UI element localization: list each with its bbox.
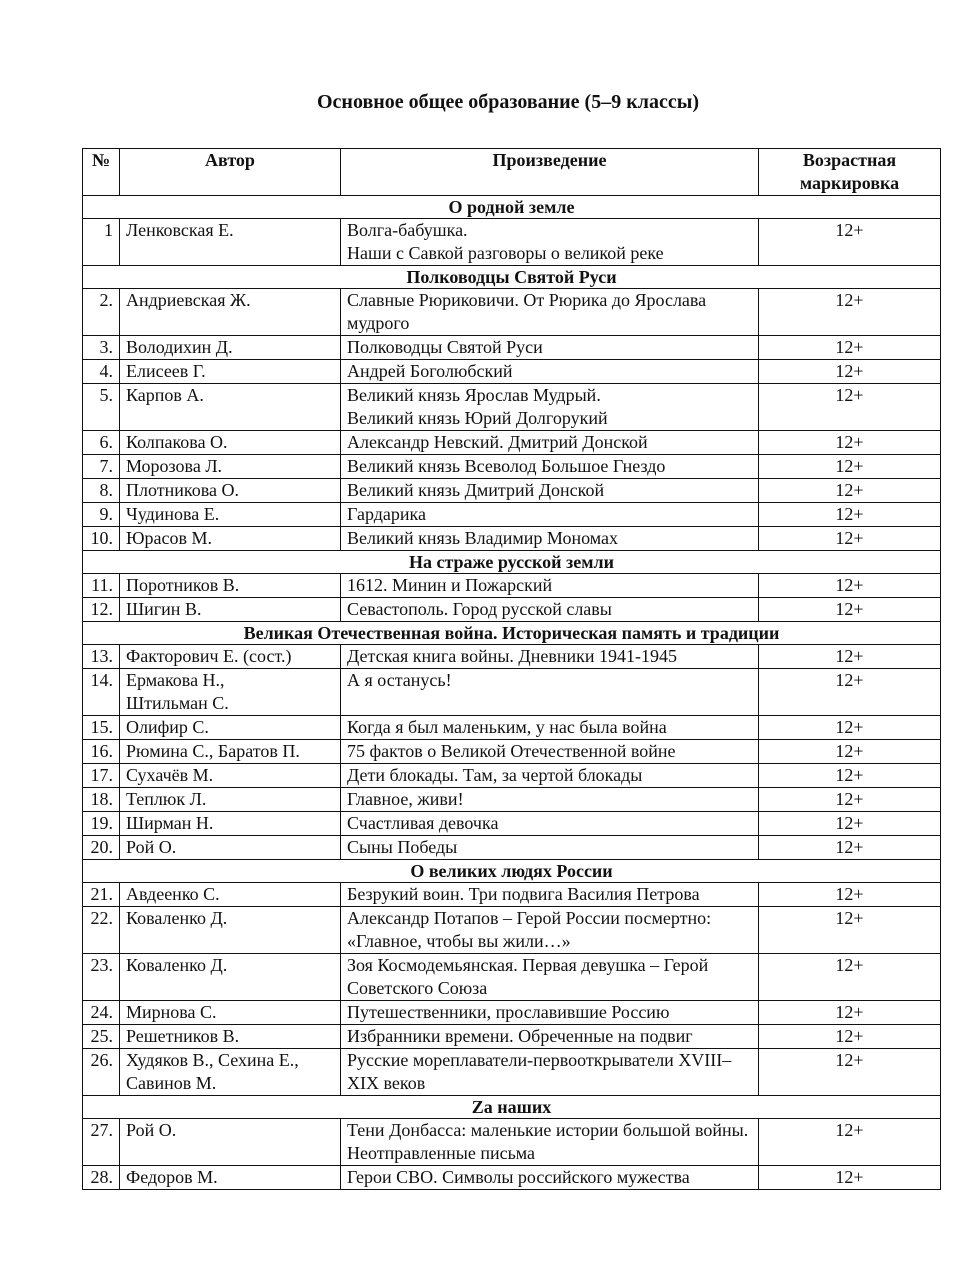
row-age-rating: 12+ xyxy=(759,645,941,669)
table-row xyxy=(83,836,941,860)
section-row xyxy=(83,551,941,574)
row-number: 12. xyxy=(83,598,120,622)
table-row xyxy=(83,812,941,836)
row-age-rating: 12+ xyxy=(759,527,941,551)
row-author: Шигин В. xyxy=(120,598,341,622)
row-number: 17. xyxy=(83,764,120,788)
row-age-rating: 12+ xyxy=(759,479,941,503)
row-author: Юрасов М. xyxy=(120,527,341,551)
table-row xyxy=(83,907,941,954)
row-work: Безрукий воин. Три подвига Василия Петрова xyxy=(341,883,759,907)
row-number: 4. xyxy=(83,360,120,384)
row-work: Зоя Космодемьянская. Первая девушка – Герой Советского Союза xyxy=(341,954,759,1001)
row-work: Когда я был маленьким, у нас была война xyxy=(341,716,759,740)
row-author: Коваленко Д. xyxy=(120,954,341,1001)
row-work: Сыны Победы xyxy=(341,836,759,860)
row-number: 2. xyxy=(83,289,120,336)
row-work: Герои СВО. Символы российского мужества xyxy=(341,1166,759,1190)
row-work: Дети блокады. Там, за чертой блокады xyxy=(341,764,759,788)
row-author: Федоров М. xyxy=(120,1166,341,1190)
row-age-rating: 12+ xyxy=(759,336,941,360)
table-row xyxy=(83,503,941,527)
row-number: 16. xyxy=(83,740,120,764)
table-row xyxy=(83,336,941,360)
header-age: Возрастная маркировка xyxy=(759,149,941,196)
row-age-rating: 12+ xyxy=(759,1119,941,1166)
table-row xyxy=(83,1119,941,1166)
row-number: 28. xyxy=(83,1166,120,1190)
row-age-rating: 12+ xyxy=(759,1025,941,1049)
header-work: Произведение xyxy=(341,149,759,196)
table-row xyxy=(83,574,941,598)
row-age-rating: 12+ xyxy=(759,384,941,431)
row-age-rating: 12+ xyxy=(759,574,941,598)
table-row xyxy=(83,455,941,479)
row-author: Мирнова С. xyxy=(120,1001,341,1025)
row-work: Путешественники, прославившие Россию xyxy=(341,1001,759,1025)
row-author: Рой О. xyxy=(120,1119,341,1166)
row-number: 25. xyxy=(83,1025,120,1049)
row-author: Морозова Л. xyxy=(120,455,341,479)
row-work: 1612. Минин и Пожарский xyxy=(341,574,759,598)
row-work: 75 фактов о Великой Отечественной войне xyxy=(341,740,759,764)
row-work: Александр Невский. Дмитрий Донской xyxy=(341,431,759,455)
row-work: Севастополь. Город русской славы xyxy=(341,598,759,622)
row-age-rating: 12+ xyxy=(759,455,941,479)
row-number: 20. xyxy=(83,836,120,860)
row-age-rating: 12+ xyxy=(759,360,941,384)
table-row xyxy=(83,598,941,622)
row-number: 3. xyxy=(83,336,120,360)
row-age-rating: 12+ xyxy=(759,907,941,954)
row-work: Великий князь Дмитрий Донской xyxy=(341,479,759,503)
row-number: 1 xyxy=(83,219,120,266)
table-row xyxy=(83,479,941,503)
row-age-rating: 12+ xyxy=(759,716,941,740)
table-row xyxy=(83,954,941,1001)
section-title: О великих людях России xyxy=(83,860,941,883)
row-age-rating: 12+ xyxy=(759,598,941,622)
row-age-rating: 12+ xyxy=(759,289,941,336)
row-age-rating: 12+ xyxy=(759,219,941,266)
row-number: 19. xyxy=(83,812,120,836)
row-work: Андрей Боголюбский xyxy=(341,360,759,384)
row-age-rating: 12+ xyxy=(759,836,941,860)
row-age-rating: 12+ xyxy=(759,1049,941,1096)
table-row xyxy=(83,289,941,336)
table-row xyxy=(83,431,941,455)
row-work: Великий князь Ярослав Мудрый. Великий князь Юрий Долгорукий xyxy=(341,384,759,431)
row-number: 8. xyxy=(83,479,120,503)
section-row xyxy=(83,266,941,289)
row-number: 22. xyxy=(83,907,120,954)
table-row xyxy=(83,788,941,812)
row-author: Худяков В., Сехина Е., Савинов М. xyxy=(120,1049,341,1096)
row-work: Гардарика xyxy=(341,503,759,527)
row-author: Факторович Е. (сост.) xyxy=(120,645,341,669)
row-number: 26. xyxy=(83,1049,120,1096)
table-row xyxy=(83,219,941,266)
row-number: 18. xyxy=(83,788,120,812)
header-num: № xyxy=(83,149,120,196)
section-title: На страже русской земли xyxy=(83,551,941,574)
row-number: 15. xyxy=(83,716,120,740)
row-number: 7. xyxy=(83,455,120,479)
page-title: Основное общее образование (5–9 классы) xyxy=(316,91,699,113)
row-work: Русские мореплаватели-первооткрыватели XVIII–XIX веков xyxy=(341,1049,759,1096)
row-number: 13. xyxy=(83,645,120,669)
row-author: Теплюк Л. xyxy=(120,788,341,812)
row-number: 21. xyxy=(83,883,120,907)
row-age-rating: 12+ xyxy=(759,503,941,527)
table-row xyxy=(83,645,941,669)
row-author: Ширман Н. xyxy=(120,812,341,836)
table-row xyxy=(83,740,941,764)
row-age-rating: 12+ xyxy=(759,669,941,716)
table-row xyxy=(83,1025,941,1049)
row-author: Карпов А. xyxy=(120,384,341,431)
row-author: Решетников В. xyxy=(120,1025,341,1049)
table-row xyxy=(83,527,941,551)
table-row xyxy=(83,1001,941,1025)
section-title: Zа наших xyxy=(83,1096,941,1119)
table-row xyxy=(83,669,941,716)
table-row xyxy=(83,360,941,384)
row-author: Рюмина С., Баратов П. xyxy=(120,740,341,764)
row-age-rating: 12+ xyxy=(759,1166,941,1190)
row-age-rating: 12+ xyxy=(759,740,941,764)
row-work: Главное, живи! xyxy=(341,788,759,812)
row-number: 6. xyxy=(83,431,120,455)
row-author: Поротников В. xyxy=(120,574,341,598)
row-age-rating: 12+ xyxy=(759,431,941,455)
row-number: 11. xyxy=(83,574,120,598)
row-age-rating: 12+ xyxy=(759,1001,941,1025)
section-row xyxy=(83,860,941,883)
header-author: Автор xyxy=(120,149,341,196)
row-author: Олифир С. xyxy=(120,716,341,740)
section-title: О родной земле xyxy=(83,196,941,219)
row-author: Коваленко Д. xyxy=(120,907,341,954)
section-title: Полководцы Святой Руси xyxy=(83,266,941,289)
row-work: Славные Рюриковичи. От Рюрика до Ярослава мудрого xyxy=(341,289,759,336)
row-author: Сухачёв М. xyxy=(120,764,341,788)
row-author: Колпакова О. xyxy=(120,431,341,455)
row-author: Елисеев Г. xyxy=(120,360,341,384)
row-author: Рой О. xyxy=(120,836,341,860)
row-number: 10. xyxy=(83,527,120,551)
row-author: Андриевская Ж. xyxy=(120,289,341,336)
table-row xyxy=(83,384,941,431)
table-header-row xyxy=(83,149,941,196)
row-age-rating: 12+ xyxy=(759,764,941,788)
row-number: 24. xyxy=(83,1001,120,1025)
row-author: Плотникова О. xyxy=(120,479,341,503)
row-work: А я останусь! xyxy=(341,669,759,716)
row-number: 23. xyxy=(83,954,120,1001)
row-work: Великий князь Всеволод Большое Гнездо xyxy=(341,455,759,479)
row-age-rating: 12+ xyxy=(759,812,941,836)
row-work: Счастливая девочка xyxy=(341,812,759,836)
book-list-table xyxy=(82,148,941,1190)
row-age-rating: 12+ xyxy=(759,788,941,812)
row-work: Волга-бабушка. Наши с Савкой разговоры о великой реке xyxy=(341,219,759,266)
row-author: Володихин Д. xyxy=(120,336,341,360)
row-author: Ермакова Н., Штильман С. xyxy=(120,669,341,716)
row-work: Александр Потапов – Герой России посмертно: «Главное, чтобы вы жили…» xyxy=(341,907,759,954)
row-number: 9. xyxy=(83,503,120,527)
section-row xyxy=(83,622,941,645)
table-row xyxy=(83,883,941,907)
section-row xyxy=(83,196,941,219)
row-author: Авдеенко С. xyxy=(120,883,341,907)
table-row xyxy=(83,716,941,740)
section-row xyxy=(83,1096,941,1119)
row-author: Ленковская Е. xyxy=(120,219,341,266)
row-work: Тени Донбасса: маленькие истории большой войны. Неотправленные письма xyxy=(341,1119,759,1166)
row-number: 14. xyxy=(83,669,120,716)
row-work: Избранники времени. Обреченные на подвиг xyxy=(341,1025,759,1049)
table-row xyxy=(83,764,941,788)
row-age-rating: 12+ xyxy=(759,883,941,907)
row-work: Великий князь Владимир Мономах xyxy=(341,527,759,551)
row-number: 27. xyxy=(83,1119,120,1166)
row-author: Чудинова Е. xyxy=(120,503,341,527)
table-row xyxy=(83,1049,941,1096)
row-age-rating: 12+ xyxy=(759,954,941,1001)
row-number: 5. xyxy=(83,384,120,431)
table-body xyxy=(83,196,941,1190)
table-row xyxy=(83,1166,941,1190)
row-work: Детская книга войны. Дневники 1941-1945 xyxy=(341,645,759,669)
section-title: Великая Отечественная война. Историческая память и традиции xyxy=(83,622,941,645)
row-work: Полководцы Святой Руси xyxy=(341,336,759,360)
